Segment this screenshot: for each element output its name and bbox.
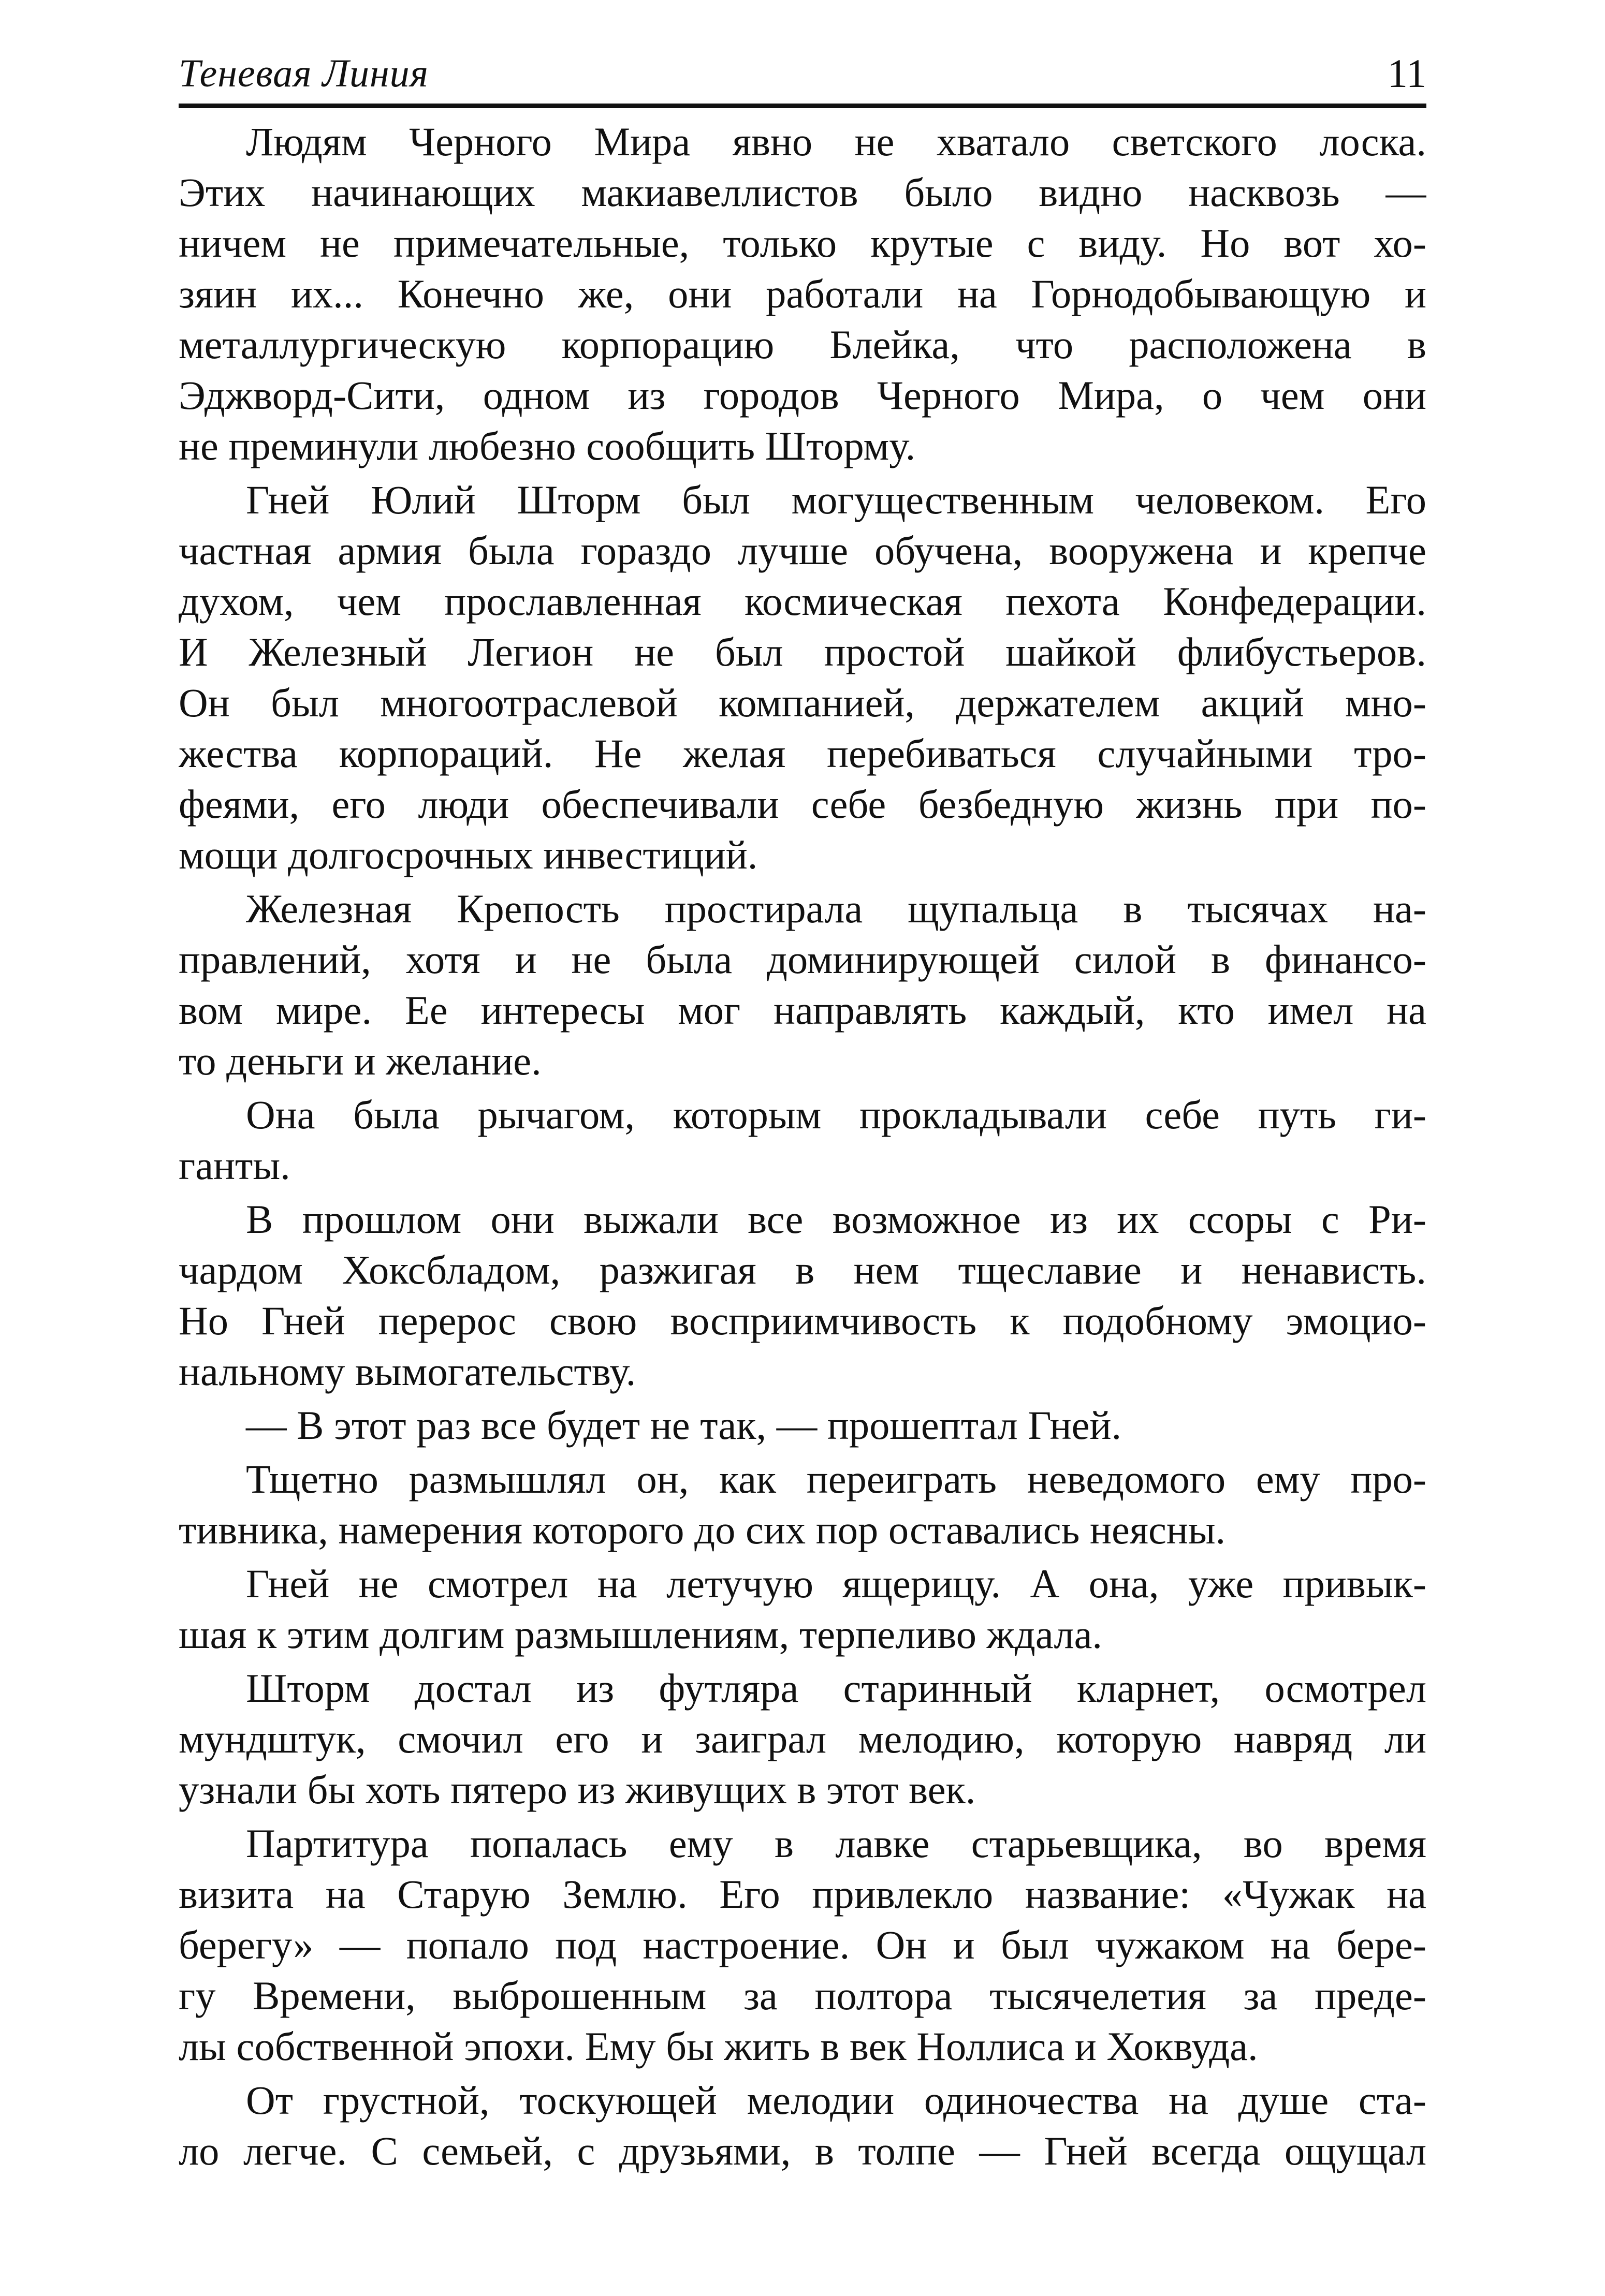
text-line: частная армия была гораздо лучше обучена, вооружена и крепче: [179, 528, 1426, 573]
text-line: духом, чем прославленная космическая пехота Конфедерации.: [179, 579, 1426, 624]
running-title: Теневая Линия: [179, 52, 429, 95]
text-line: чардом Хоксбладом, разжигая в нем тщеславие и ненависть.: [179, 1247, 1426, 1292]
paragraph: [179, 1454, 1426, 1555]
paragraph: [179, 1818, 1426, 2072]
text-line: узнали бы хоть пятеро из живущих в этот век.: [179, 1767, 976, 1812]
text-line: нальному вымогательству.: [179, 1349, 636, 1394]
text-line: И Железный Легион не был простой шайкой флибустьеров.: [179, 629, 1426, 674]
text-line: — В этот раз все будет не так, — прошептал Гней.: [246, 1403, 1122, 1448]
text-line: Она была рычагом, которым прокладывали себе путь ги-: [246, 1092, 1426, 1137]
paragraph: [179, 1090, 1426, 1191]
text-line: Этих начинающих макиавеллистов было видно насквозь —: [179, 170, 1426, 215]
text-line: гу Времени, выброшенным за полтора тысячелетия за преде-: [179, 1973, 1426, 2018]
text-line: не преминули любезно сообщить Шторму.: [179, 423, 916, 468]
text-line: Людям Черного Мира явно не хватало светского лоска.: [246, 119, 1426, 164]
text-line: В прошлом они выжали все возможное из их ссоры с Ри-: [246, 1197, 1426, 1242]
text-line: тивника, намерения которого до сих пор оставались неясны.: [179, 1507, 1226, 1552]
text-line: Но Гней перерос свою восприимчивость к подобному эмоцио-: [179, 1298, 1426, 1343]
text-line: правлений, хотя и не была доминирующей силой в финансо-: [179, 937, 1426, 982]
paragraph: [179, 1194, 1426, 1397]
text-line: мундштук, смочил его и заиграл мелодию, которую навряд ли: [179, 1716, 1426, 1761]
text-line: берегу» — попало под настроение. Он и был чужаком на бере-: [179, 1922, 1426, 1967]
paragraph: [179, 475, 1426, 880]
paragraph: [179, 1558, 1426, 1660]
text-line: Эджворд-Сити, одном из городов Черного Мира, о чем они: [179, 373, 1426, 418]
paragraph: [179, 884, 1426, 1086]
text-line: Гней не смотрел на летучую ящерицу. А она, уже привык-: [246, 1561, 1426, 1606]
text-line: зяин их... Конечно же, они работали на Горнодобывающую и: [179, 271, 1426, 316]
paragraph: [179, 1400, 1426, 1451]
text-line: Он был многоотраслевой компанией, держателем акций мно-: [179, 680, 1426, 725]
text-line: вом мире. Ее интересы мог направлять каждый, кто имел на: [179, 988, 1426, 1033]
text-line: Тщетно размышлял он, как переиграть неведомого ему про-: [246, 1456, 1426, 1502]
page-number: 11: [1387, 51, 1426, 96]
text-line: Партитура попалась ему в лавке старьевщика, во время: [246, 1821, 1426, 1866]
text-line: лы собственной эпохи. Ему бы жить в век Ноллиса и Хоквуда.: [179, 2024, 1258, 2069]
text-line: феями, его люди обеспечивали себе безбедную жизнь при по-: [179, 782, 1426, 827]
text-line: шая к этим долгим размышлениям, терпеливо ждала.: [179, 1612, 1103, 1657]
paragraph: [179, 1663, 1426, 1815]
text-line: Шторм достал из футляра старинный кларнет, осмотрел: [246, 1666, 1426, 1711]
text-line: жества корпораций. Не желая перебиваться случайными тро-: [179, 731, 1426, 776]
body-text: [179, 116, 1426, 2239]
text-line: От грустной, тоскующей мелодии одиночества на душе ста-: [246, 2078, 1426, 2123]
paragraph: [179, 116, 1426, 472]
text-line: мощи долгосрочных инвестиций.: [179, 832, 758, 877]
page-header: [179, 48, 1426, 112]
text-line: Железная Крепость простирала щупальца в тысячах на-: [246, 886, 1426, 931]
text-line: ло легче. С семьей, с друзьями, в толпе — Гней всегда ощущал: [179, 2128, 1426, 2173]
paragraph: [179, 2075, 1426, 2176]
text-line: то деньги и желание.: [179, 1038, 542, 1083]
header-rule: [179, 104, 1426, 108]
text-line: Гней Юлий Шторм был могущественным человеком. Его: [246, 477, 1426, 522]
text-line: металлургическую корпорацию Блейка, что расположена в: [179, 322, 1426, 367]
text-line: ничем не примечательные, только крутые с виду. Но вот хо-: [179, 220, 1426, 266]
text-line: визита на Старую Землю. Его привлекло название: «Чужак на: [179, 1872, 1426, 1917]
text-line: ганты.: [179, 1143, 290, 1188]
